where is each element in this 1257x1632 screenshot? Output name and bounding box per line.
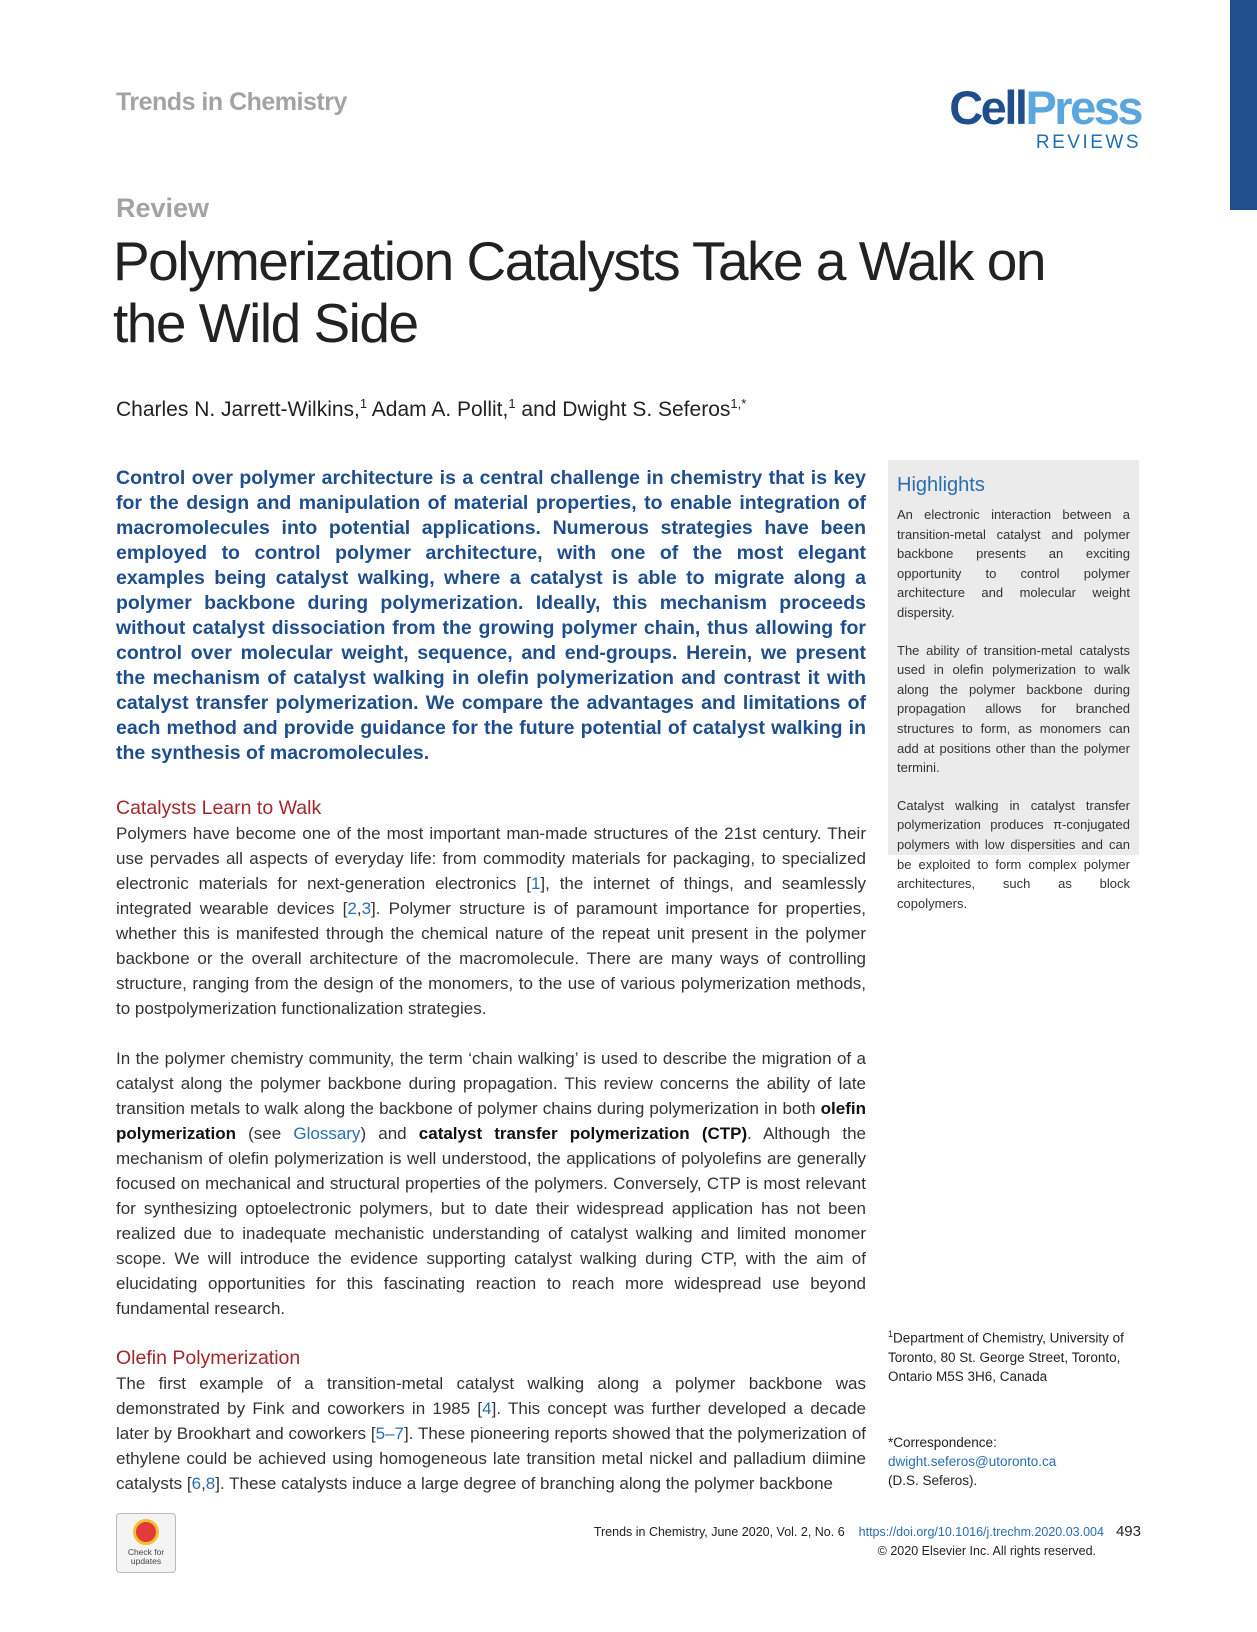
body-text: In the polymer chemistry community, the term ‘chain walking’ is used to describe the migration of a catalyst along the polymer backbone during propagation. This review concerns the ability of late transition metals to walk along the backbone of polymer chains during polymerization in both bbox=[116, 1049, 866, 1118]
body-text: , bbox=[356, 899, 362, 918]
doi-link[interactable]: https://doi.org/10.1016/j.trechm.2020.03.004 bbox=[858, 1525, 1104, 1539]
reference-link[interactable]: 1 bbox=[530, 874, 541, 893]
body-text: ) and bbox=[360, 1124, 419, 1143]
body-text: ]. These pioneering reports showed that the polymerization of ethylene could be achieved using homogeneous late transition metal nickel and palladium diimine catalysts [ bbox=[116, 1424, 866, 1493]
badge-line: updates bbox=[130, 1556, 162, 1566]
correspondence-note bbox=[888, 1433, 1148, 1490]
author-list bbox=[116, 396, 746, 422]
logo-reviews-text: REVIEWS bbox=[1035, 132, 1141, 153]
body-text: ]. These catalysts induce a large degree of branching along the polymer backbone bbox=[215, 1474, 834, 1493]
reference-link[interactable]: 2 bbox=[347, 899, 357, 918]
reference-link[interactable]: 4 bbox=[482, 1399, 492, 1418]
email-link[interactable]: dwight.seferos@utoronto.ca bbox=[888, 1454, 1057, 1469]
reference-link[interactable]: 5–7 bbox=[375, 1424, 404, 1443]
body-paragraph bbox=[116, 1371, 866, 1496]
side-color-tab bbox=[1230, 0, 1257, 210]
glossary-term: olefin polymerization bbox=[116, 1099, 866, 1143]
affiliation-marker: 1 bbox=[359, 396, 368, 411]
author-name: Adam A. Pollit, bbox=[367, 398, 509, 421]
author-name: Charles N. Jarrett-Wilkins, bbox=[116, 398, 360, 421]
body-text: ]. Polymer structure is of paramount importance for properties, whether this is manifested through the chemical nature of the repeat unit present in the polymer backbone or the overall architecture of the macromolecule. There are many ways of controlling structure, ranging from the design of the monomers, to the use of various polymerization methods, to postpolymerization functionalization strategies. bbox=[116, 899, 866, 1018]
affiliation-text: Department of Chemistry, University of Toronto, 80 St. George Street, Toronto, Ontario M5S 3H6, Canada bbox=[888, 1330, 1124, 1384]
page-footer bbox=[594, 1523, 1141, 1558]
highlight-item: Catalyst walking in catalyst transfer polymerization produces π-conjugated polymers with low dispersities and can be exploited to form complex polymer architectures, such as block copolymers. bbox=[897, 797, 1130, 911]
body-text: , bbox=[201, 1474, 206, 1493]
reference-link[interactable]: 6 bbox=[191, 1474, 202, 1493]
cellpress-logo bbox=[949, 81, 1141, 154]
highlights-box bbox=[888, 460, 1139, 911]
copyright: © 2020 Elsevier Inc. All rights reserved. bbox=[877, 1544, 1096, 1558]
bookmark-icon bbox=[133, 1519, 159, 1545]
reference-link[interactable]: 3 bbox=[361, 899, 372, 918]
abstract: Control over polymer architecture is a central challenge in chemistry that is key for the design and manipulation of material properties, to enable integration of macromolecules into potential applications. Numerous strategies have been employed to control polymer architecture, with one of the most elegant examples being catalyst walking, where a catalyst is able to migrate along a polymer backbone during polymerization. Ideally, this mechanism proceeds without catalyst dissociation from the growing polymer chain, thus allowing for control over molecular weight, sequence, and end-groups. Herein, we present the mechanism of catalyst walking in olefin polymerization and contrast it with catalyst transfer polymerization. We compare the advantages and limitations of each method and provide guidance for the future potential of catalyst walking in the synthesis of macromolecules. bbox=[116, 467, 866, 764]
glossary-term: catalyst transfer polymerization (CTP) bbox=[418, 1124, 748, 1143]
affiliation-marker: 1 bbox=[888, 1329, 894, 1339]
glossary-link[interactable]: Glossary bbox=[293, 1124, 361, 1143]
badge-line: Check for bbox=[127, 1547, 165, 1557]
logo-press-text: Press bbox=[1025, 81, 1141, 134]
main-column bbox=[116, 466, 866, 1521]
section-heading: Catalysts Learn to Walk bbox=[116, 797, 322, 819]
body-text: Polymers have become one of the most important man-made structures of the 21st century. Their use pervades all aspects of everyday life: from commodity materials for packaging, to specialized electronic materials for next-generation electronics [ bbox=[116, 824, 866, 893]
correspondence-name: (D.S. Seferos). bbox=[888, 1473, 978, 1488]
body-text: (see bbox=[235, 1124, 294, 1143]
check-for-updates-badge[interactable] bbox=[116, 1513, 176, 1573]
highlights-title: Highlights bbox=[897, 474, 985, 496]
highlight-item: The ability of transition-metal catalysts used in olefin polymerization to walk along the polymer backbone during propagation allows for branched structures to form, as monomers can add at positions other than the polymer termini. bbox=[897, 642, 1130, 776]
author-name: and Dwight S. Seferos bbox=[515, 398, 731, 421]
journal-name: Trends in Chemistry bbox=[116, 88, 347, 116]
page-number: 493 bbox=[1115, 1523, 1141, 1540]
highlight-item: An electronic interaction between a transition-metal catalyst and polymer backbone presents an exciting opportunity to control polymer architecture and molecular weight dispersity. bbox=[897, 507, 1130, 620]
article-type: Review bbox=[116, 193, 210, 223]
journal-citation: Trends in Chemistry, June 2020, Vol. 2, No. 6 bbox=[593, 1525, 845, 1539]
correspondence-label: *Correspondence: bbox=[888, 1435, 997, 1450]
affiliation-marker: 1,* bbox=[730, 396, 747, 411]
body-text: The first example of a transition-metal catalyst walking along a polymer backbone was demonstrated by Fink and coworkers in 1985 [ bbox=[116, 1374, 866, 1418]
section-heading: Olefin Polymerization bbox=[116, 1347, 301, 1369]
reference-link[interactable]: 8 bbox=[205, 1474, 216, 1493]
body-text: ]. This concept was further developed a decade later by Brookhart and coworkers [ bbox=[116, 1399, 866, 1443]
article-title: Polymerization Catalysts Take a Walk on the Wild Side bbox=[113, 230, 1045, 354]
body-paragraph bbox=[116, 1046, 866, 1321]
logo-cell-text: Cell bbox=[949, 81, 1026, 134]
body-text: ], the internet of things, and seamlessly integrated wearable devices [ bbox=[116, 874, 867, 918]
body-text: . Although the mechanism of olefin polymerization is well understood, the applications of polyolefins are generally focused on mechanical and structural properties of the polymers. Conversely, CTP is most relevant for synthesizing optoelectronic polymers, but to date their widespread application has not been realized due to inadequate mechanistic understanding of catalyst walking and limited monomer scope. We will introduce the evidence supporting catalyst walking during CTP, with the aim of elucidating opportunities for this fascinating reaction to reach more widespread use beyond fundamental research. bbox=[116, 1124, 866, 1318]
affiliation-marker: 1 bbox=[508, 396, 516, 411]
affiliation-note bbox=[888, 1325, 1148, 1386]
body-paragraph bbox=[116, 821, 866, 1021]
